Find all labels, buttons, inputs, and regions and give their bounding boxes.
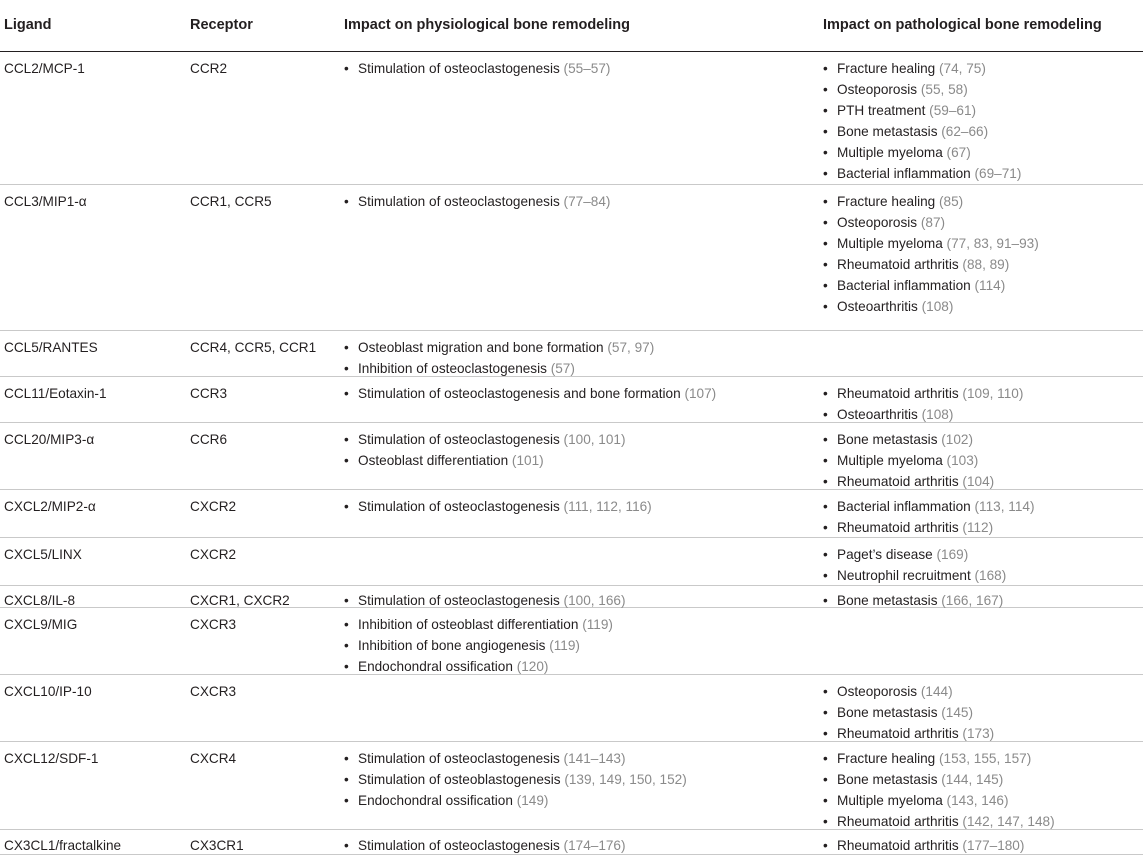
pathological-cell-list [823, 496, 1141, 538]
list-item [344, 656, 814, 677]
list-item [823, 121, 1141, 142]
list-item [823, 254, 1141, 275]
reference-numbers[interactable]: (168) [974, 568, 1007, 583]
item-text: Stimulation of osteoclastogenesis [358, 593, 560, 608]
reference-numbers[interactable]: (74, 75) [939, 61, 986, 76]
ligand-cell: CCL2/MCP-1 [4, 61, 85, 76]
item-text: Bone metastasis [837, 432, 938, 447]
item-text: Stimulation of osteoblastogenesis [358, 772, 561, 787]
item-text: Multiple myeloma [837, 145, 943, 160]
list-item [823, 450, 1141, 471]
item-text: Bacterial inflammation [837, 166, 971, 181]
item-text: Stimulation of osteoclastogenesis and bone formation [358, 386, 681, 401]
reference-numbers[interactable]: (59–61) [929, 103, 977, 118]
reference-numbers[interactable]: (100, 101) [563, 432, 626, 447]
reference-numbers[interactable]: (120) [516, 659, 549, 674]
item-text: Osteoporosis [837, 215, 918, 230]
reference-numbers[interactable]: (62–66) [941, 124, 989, 139]
item-text: Osteoporosis [837, 684, 918, 699]
pathological-cell-list [823, 58, 1141, 184]
reference-numbers[interactable]: (141–143) [563, 751, 626, 766]
table-row [0, 52, 1143, 185]
item-text: Osteoarthritis [837, 407, 918, 422]
reference-numbers[interactable]: (166, 167) [941, 593, 1004, 608]
item-text: Bacterial inflammation [837, 499, 971, 514]
reference-numbers[interactable]: (111, 112, 116) [563, 499, 652, 514]
reference-numbers[interactable]: (144) [920, 684, 953, 699]
pathological-cell-list [823, 681, 1141, 744]
physiological-cell-list [344, 429, 814, 471]
receptor-cell: CXCR2 [190, 499, 237, 514]
pathological-cell [823, 58, 1141, 184]
table-row [0, 331, 1143, 377]
physiological-cell-list [344, 614, 814, 677]
item-text: Fracture healing [837, 61, 936, 76]
item-text: Endochondral ossification [358, 659, 513, 674]
list-item [344, 337, 814, 358]
physiological-cell [344, 383, 814, 404]
table-row [0, 830, 1143, 855]
list-item [823, 702, 1141, 723]
receptor-cell: CCR3 [190, 386, 228, 401]
item-text: Stimulation of osteoclastogenesis [358, 61, 560, 76]
item-text: Rheumatoid arthritis [837, 814, 959, 829]
header-pathological: Impact on pathological bone remodeling [823, 17, 1102, 33]
table-row [0, 377, 1143, 423]
receptor-cell: CXCR1, CXCR2 [190, 593, 290, 608]
receptor-cell: CX3CR1 [190, 838, 244, 853]
pathological-cell [823, 748, 1141, 832]
reference-numbers[interactable]: (173) [962, 726, 995, 741]
table-row [0, 675, 1143, 742]
reference-numbers[interactable]: (143, 146) [946, 793, 1009, 808]
list-item [344, 769, 814, 790]
item-text: Inhibition of bone angiogenesis [358, 638, 546, 653]
header-receptor: Receptor [190, 17, 253, 33]
list-item [344, 191, 814, 212]
physiological-cell-list [344, 58, 814, 79]
pathological-cell-list [823, 429, 1141, 492]
pathological-cell-list [823, 544, 1141, 586]
item-text: Fracture healing [837, 194, 936, 209]
list-item [823, 835, 1141, 856]
reference-numbers[interactable]: (145) [941, 705, 974, 720]
list-item [823, 275, 1141, 296]
item-text: PTH treatment [837, 103, 926, 118]
list-item [344, 835, 814, 856]
ligand-cell: CXCL2/MIP2-α [4, 499, 96, 514]
item-text: Bone metastasis [837, 124, 938, 139]
reference-numbers[interactable]: (112) [962, 520, 994, 535]
list-item [823, 769, 1141, 790]
reference-numbers[interactable]: (104) [962, 474, 995, 489]
physiological-cell [344, 429, 814, 471]
list-item [344, 450, 814, 471]
item-text: Fracture healing [837, 751, 936, 766]
list-item [823, 565, 1141, 586]
reference-numbers[interactable]: (149) [516, 793, 549, 808]
pathological-cell [823, 496, 1141, 538]
reference-numbers[interactable]: (139, 149, 150, 152) [564, 772, 687, 787]
item-text: Bacterial inflammation [837, 278, 971, 293]
table-body [0, 52, 1143, 855]
reference-numbers[interactable]: (113, 114) [974, 499, 1035, 514]
pathological-cell-list [823, 835, 1141, 856]
item-text: Stimulation of osteoclastogenesis [358, 838, 560, 853]
receptor-cell: CCR1, CCR5 [190, 194, 272, 209]
pathological-cell-list [823, 383, 1141, 425]
reference-numbers[interactable]: (144, 145) [941, 772, 1004, 787]
physiological-cell [344, 191, 814, 212]
receptor-cell: CXCR3 [190, 684, 237, 699]
header-ligand: Ligand [4, 17, 52, 33]
reference-numbers[interactable]: (77, 83, 91–93) [946, 236, 1039, 251]
list-item [344, 790, 814, 811]
ligand-cell: CX3CL1/fractalkine [4, 838, 122, 853]
reference-numbers[interactable]: (55, 58) [920, 82, 968, 97]
list-item [823, 811, 1141, 832]
item-text: Paget’s disease [837, 547, 933, 562]
item-text: Stimulation of osteoclastogenesis [358, 432, 560, 447]
item-text: Rheumatoid arthritis [837, 386, 959, 401]
pathological-cell [823, 429, 1141, 492]
reference-numbers[interactable]: (102) [941, 432, 974, 447]
physiological-cell [344, 337, 814, 379]
receptor-cell: CCR2 [190, 61, 228, 76]
item-text: Multiple myeloma [837, 236, 943, 251]
physiological-cell-list [344, 835, 814, 856]
reference-numbers[interactable]: (55–57) [563, 61, 611, 76]
list-item [823, 79, 1141, 100]
physiological-cell [344, 835, 814, 856]
ligand-cell: CCL3/MIP1-α [4, 194, 87, 209]
item-text: Stimulation of osteoclastogenesis [358, 194, 560, 209]
reference-numbers[interactable]: (153, 155, 157) [939, 751, 1032, 766]
item-text: Osteoblast migration and bone formation [358, 340, 604, 355]
table-row [0, 742, 1143, 830]
reference-numbers[interactable]: (101) [511, 453, 544, 468]
pathological-cell [823, 544, 1141, 586]
reference-numbers[interactable]: (108) [921, 407, 954, 422]
pathological-cell [823, 383, 1141, 425]
reference-numbers[interactable]: (87) [920, 215, 946, 230]
ligand-cell: CXCL8/IL-8 [4, 593, 76, 608]
item-text: Bone metastasis [837, 593, 938, 608]
receptor-cell: CXCR4 [190, 751, 237, 766]
ligand-cell: CXCL9/MIG [4, 617, 78, 632]
table-row [0, 490, 1143, 538]
item-text: Osteoporosis [837, 82, 918, 97]
list-item [344, 383, 814, 404]
item-text: Rheumatoid arthritis [837, 726, 959, 741]
pathological-cell [823, 681, 1141, 744]
reference-numbers[interactable]: (88, 89) [962, 257, 1010, 272]
list-item [823, 191, 1141, 212]
item-text: Stimulation of osteoclastogenesis [358, 751, 560, 766]
physiological-cell-list [344, 191, 814, 212]
header-physiological: Impact on physiological bone remodeling [344, 17, 631, 33]
physiological-cell [344, 58, 814, 79]
reference-numbers[interactable]: (109, 110) [962, 386, 1024, 401]
reference-numbers[interactable]: (107) [684, 386, 717, 401]
list-item [823, 142, 1141, 163]
list-item [823, 517, 1141, 538]
list-item [344, 58, 814, 79]
physiological-cell-list [344, 748, 814, 811]
item-text: Inhibition of osteoblast differentiation [358, 617, 579, 632]
table-row [0, 185, 1143, 331]
reference-numbers[interactable]: (85) [939, 194, 964, 209]
pathological-cell-list [823, 748, 1141, 832]
receptor-cell: CCR6 [190, 432, 228, 447]
list-item [823, 723, 1141, 744]
ligand-cell: CCL11/Eotaxin-1 [4, 386, 107, 401]
item-text: Bone metastasis [837, 705, 938, 720]
table-header-row [0, 0, 1143, 52]
list-item [344, 635, 814, 656]
item-text: Rheumatoid arthritis [837, 520, 959, 535]
list-item [823, 681, 1141, 702]
physiological-cell [344, 496, 814, 517]
list-item [344, 748, 814, 769]
table-row [0, 608, 1143, 675]
ligand-cell: CCL20/MIP3-α [4, 432, 95, 447]
list-item [344, 496, 814, 517]
reference-numbers[interactable]: (103) [946, 453, 979, 468]
physiological-cell [344, 748, 814, 811]
list-item [823, 296, 1141, 317]
pathological-cell [823, 191, 1141, 317]
physiological-cell [344, 614, 814, 677]
reference-numbers[interactable]: (57, 97) [607, 340, 655, 355]
list-item [823, 790, 1141, 811]
list-item [344, 358, 814, 379]
list-item [823, 212, 1141, 233]
reference-numbers[interactable]: (100, 166) [563, 593, 626, 608]
pathological-cell [823, 835, 1141, 856]
item-text: Bone metastasis [837, 772, 938, 787]
list-item [823, 471, 1141, 492]
reference-numbers[interactable]: (119) [549, 638, 580, 653]
physiological-cell-list [344, 383, 814, 404]
list-item [823, 544, 1141, 565]
item-text: Rheumatoid arthritis [837, 257, 959, 272]
reference-numbers[interactable]: (174–176) [563, 838, 626, 853]
ligand-cell: CXCL10/IP-10 [4, 684, 92, 699]
reference-numbers[interactable]: (142, 147, 148) [962, 814, 1055, 829]
list-item [823, 233, 1141, 254]
list-item [823, 100, 1141, 121]
item-text: Multiple myeloma [837, 453, 943, 468]
reference-numbers[interactable]: (108) [921, 299, 954, 314]
pathological-cell-list [823, 191, 1141, 317]
receptor-cell: CXCR2 [190, 547, 237, 562]
item-text: Osteoblast differentiation [358, 453, 509, 468]
item-text: Rheumatoid arthritis [837, 838, 959, 853]
reference-numbers[interactable]: (177–180) [962, 838, 1025, 853]
reference-numbers[interactable]: (69–71) [974, 166, 1022, 181]
item-text: Osteoarthritis [837, 299, 918, 314]
reference-numbers[interactable]: (119) [582, 617, 613, 632]
reference-numbers[interactable]: (67) [946, 145, 971, 160]
list-item [823, 429, 1141, 450]
reference-numbers[interactable]: (169) [936, 547, 969, 562]
ligand-cell: CCL5/RANTES [4, 340, 98, 355]
list-item [823, 163, 1141, 184]
item-text: Multiple myeloma [837, 793, 943, 808]
ligand-cell: CXCL12/SDF-1 [4, 751, 99, 766]
physiological-cell-list [344, 496, 814, 517]
ligand-cell: CXCL5/LINX [4, 547, 82, 562]
list-item [344, 429, 814, 450]
list-item [823, 496, 1141, 517]
list-item [344, 614, 814, 635]
table-row [0, 586, 1143, 608]
list-item [823, 58, 1141, 79]
list-item [823, 404, 1141, 425]
physiological-cell-list [344, 337, 814, 379]
reference-numbers[interactable]: (114) [974, 278, 1006, 293]
receptor-cell: CCR4, CCR5, CCR1 [190, 340, 317, 355]
list-item [823, 383, 1141, 404]
item-text: Endochondral ossification [358, 793, 513, 808]
list-item [823, 748, 1141, 769]
table-row [0, 538, 1143, 586]
reference-numbers[interactable]: (77–84) [563, 194, 611, 209]
item-text: Stimulation of osteoclastogenesis [358, 499, 560, 514]
item-text: Inhibition of osteoclastogenesis [358, 361, 547, 376]
item-text: Neutrophil recruitment [837, 568, 971, 583]
reference-numbers[interactable]: (57) [550, 361, 575, 376]
item-text: Rheumatoid arthritis [837, 474, 959, 489]
table-row [0, 423, 1143, 490]
receptor-cell: CXCR3 [190, 617, 237, 632]
